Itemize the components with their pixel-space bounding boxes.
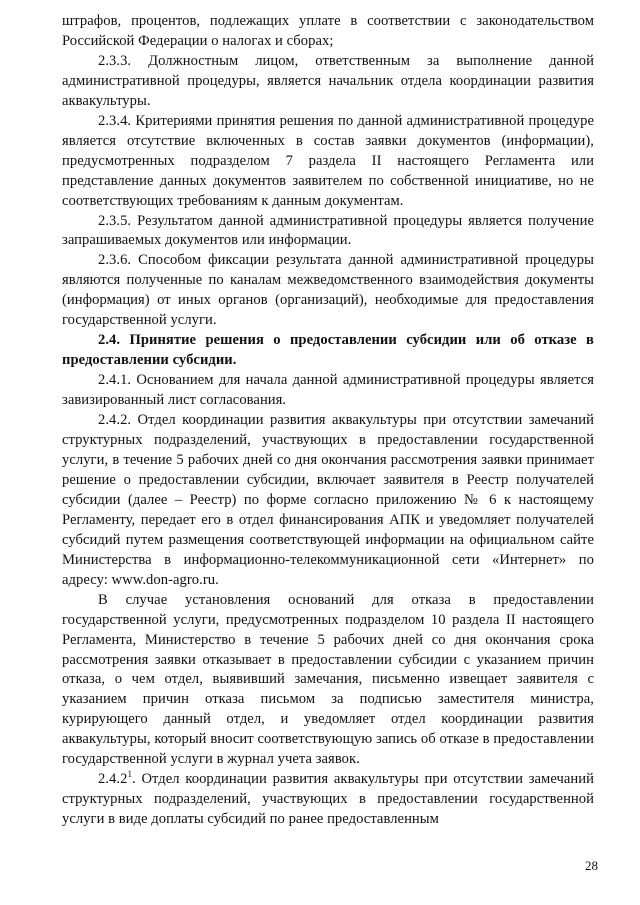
paragraph-2-3-5: 2.3.5. Результатом данной административной процедуры является получение запрашиваемых документов или информации. (62, 212, 594, 249)
paragraph-continuation: штрафов, процентов, подлежащих уплате в соответствии с законодательством Российской Федерации о налогах и сборах; (62, 13, 594, 49)
paragraph-2-4-1: 2.4.1. Основанием для начала данной административной процедуры является завизированный лист согласования. (62, 372, 594, 409)
document-body (62, 12, 594, 830)
paragraph-2-4-2-1 (62, 770, 594, 830)
paragraph-2-3-6: 2.3.6. Способом фиксации результата данной административной процедуры являются полученные по каналам межведомственного взаимодействия документы (информация) от иных органов (организаций), необходимые для предоставления государственной услуги. (62, 252, 594, 329)
page-number: 28 (585, 858, 598, 873)
section-heading-2-4: 2.4. Принятие решения о предоставлении субсидии или об отказе в предоставлении субсидии. (62, 332, 594, 369)
paragraph-refusal-case: В случае установления оснований для отказа в предоставлении государственной услуги, предусмотренных подразделом 10 раздела II настоящего Регламента, Министерство в течение 5 рабочих дней со дня окончания срока рассмотрения заявки отказывает в предоставлении субсидии с указанием причин отказа, о чем отдел, выявивший замечания, письменно извещает заявителя с указанием причин отказа письмом за подписью заместителя министра, курирующего данный отдел, и уведомляет отдел координации развития аквакультуры, который вносит соответствующую запись об отказе в предоставлении государственной услуги в журнал учета заявок. (62, 591, 594, 768)
paragraph-text: . Отдел координации развития аквакультуры при отсутствии замечаний структурных подразделений, участвующих в предоставлении государственной услуги в виде доплаты субсидий по ранее предоставленным (62, 771, 594, 828)
superscript-index: 1 (127, 769, 132, 780)
paragraph-2-3-3: 2.3.3. Должностным лицом, ответственным за выполнение данной административной процедуры, является начальник отдела координации развития аквакультуры. (62, 52, 594, 109)
paragraph-number: 2.4.2 (98, 771, 128, 788)
paragraph-2-3-4: 2.3.4. Критериями принятия решения по данной административной процедуре является отсутствие включенных в состав заявки документов (информации), предусмотренных подразделом 7 раздела II настоящего Регламента или представление данных документов заявителем по собственной инициативе, но не соответствующих требованиям к данным документам. (62, 112, 594, 209)
paragraph-2-4-2: 2.4.2. Отдел координации развития аквакультуры при отсутствии замечаний структурных подразделений, участвующих в предоставлении государственной услуги, в течение 5 рабочих дней со дня окончания рассмотрения заявки принимает решение о предоставлении субсидии, включает заявителя в Реестр получателей субсидии (далее – Реестр) по форме согласно приложению № 6 к настоящему Регламенту, передает его в отдел финансирования АПК и уведомляет получателей субсидий путем размещения соответствующей информации на официальном сайте Министерства в информационно-телекоммуникационной сети «Интернет» по адресу: www.don-agro.ru. (62, 412, 594, 588)
